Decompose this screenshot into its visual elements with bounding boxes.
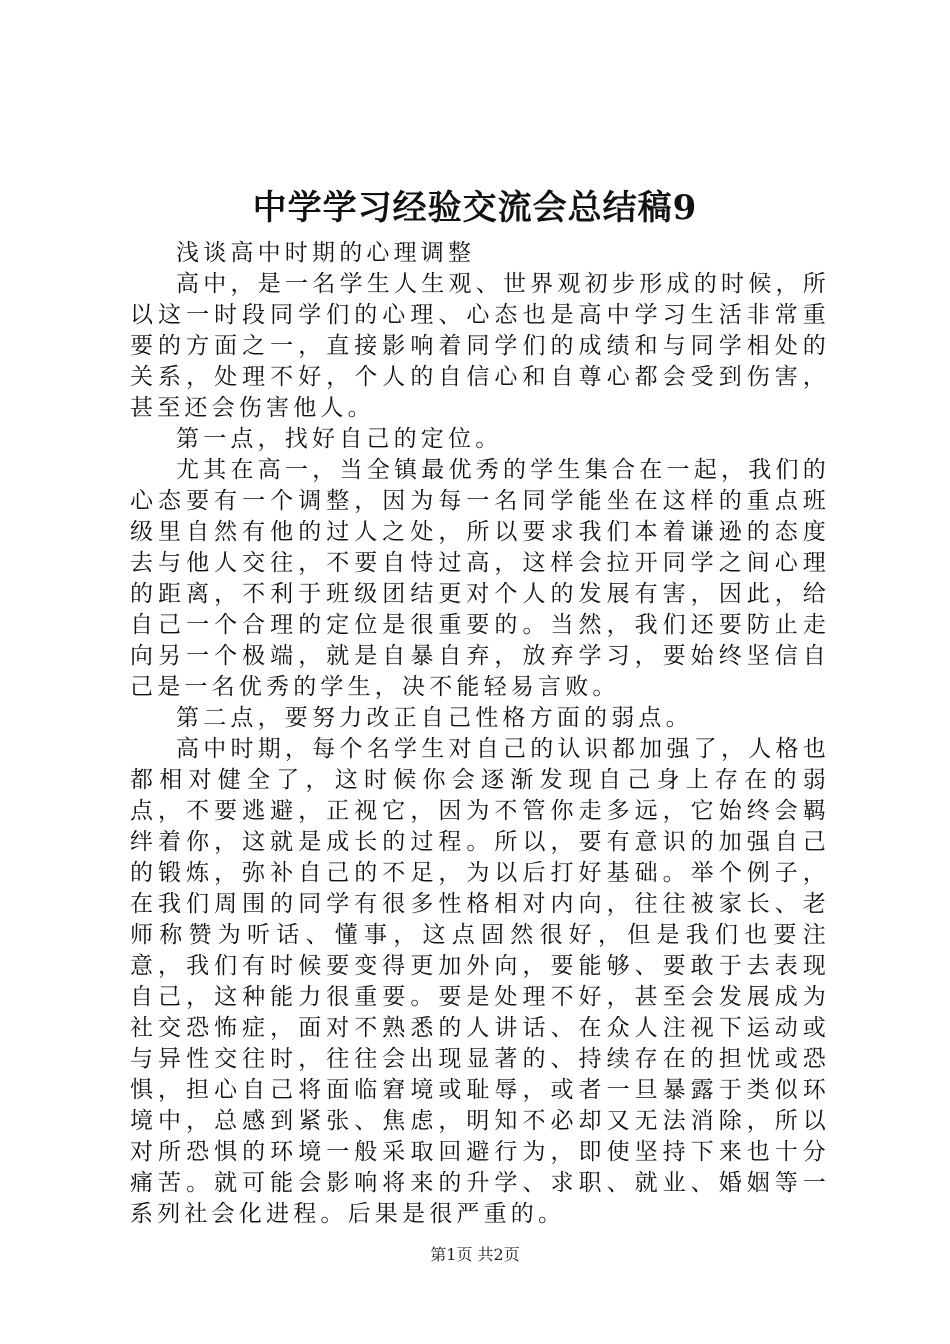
document-body	[130, 238, 830, 1230]
paragraph-point-two-heading: 第二点，要努力改正自己性格方面的弱点。	[176, 705, 693, 731]
paragraph-point-two-body: 高中时期，每个名学生对自己的认识都加强了，人格也都相对健全了，这时候你会逐渐发现自己身上存在的弱点，不要逃避，正视它，因为不管你走多远，它始终会羁绊着你，这就是成长的过程。所以，要有意识的加强自己的锻炼，弥补自己的不足，为以后打好基础。举个例子，在我们周围的同学有很多性格相对内向，往往被家长、老师称赞为听话、懂事，这点固然很好，但是我们也要注意，我们有时候要变得更加外向，要能够、要敢于去表现自己，这种能力很重要。要是处理不好，甚至会发展成为社交恐怖症，面对不熟悉的人讲话、在众人注视下运动或与异性交往时，往往会出现显著的、持续存在的担忧或恐惧，担心自己将面临窘境或耻辱，或者一旦暴露于类似环境中，总感到紧张、焦虑，明知不必却又无法消除，所以对所恐惧的环境一般采取回避行为，即使坚持下来也十分痛苦。就可能会影响将来的升学、求职、就业、婚姻等一系列社会化进程。后果是很严重的。	[130, 736, 830, 1227]
paragraph-intro: 高中，是一名学生人生观、世界观初步形成的时候，所以这一时段同学们的心理、心态也是高中学习生活非常重要的方面之一，直接影响着同学们的成绩和与同学相处的关系，处理不好，个人的自信心和自尊心都会受到伤害，甚至还会伤害他人。	[130, 271, 830, 421]
paragraph-point-one-body: 尤其在高一，当全镇最优秀的学生集合在一起，我们的心态要有一个调整，因为每一名同学能坐在这样的重点班级里自然有他的过人之处，所以要求我们本着谦逊的态度去与他人交往，不要自恃过高，这样会拉开同学之间心理的距离，不利于班级团结更对个人的发展有害，因此，给自己一个合理的定位是很重要的。当然，我们还要防止走向另一个极端，就是自暴自弃，放弃学习，要始终坚信自己是一名优秀的学生，决不能轻易言败。	[130, 457, 830, 700]
document-title: 中学学习经验交流会总结稿9	[252, 188, 698, 228]
paragraph-subtitle: 浅谈高中时期的心理调整	[176, 240, 476, 266]
page-footer: 第1页 共2页	[430, 1245, 520, 1264]
paragraph-point-one-heading: 第一点，找好自己的定位。	[176, 426, 503, 452]
